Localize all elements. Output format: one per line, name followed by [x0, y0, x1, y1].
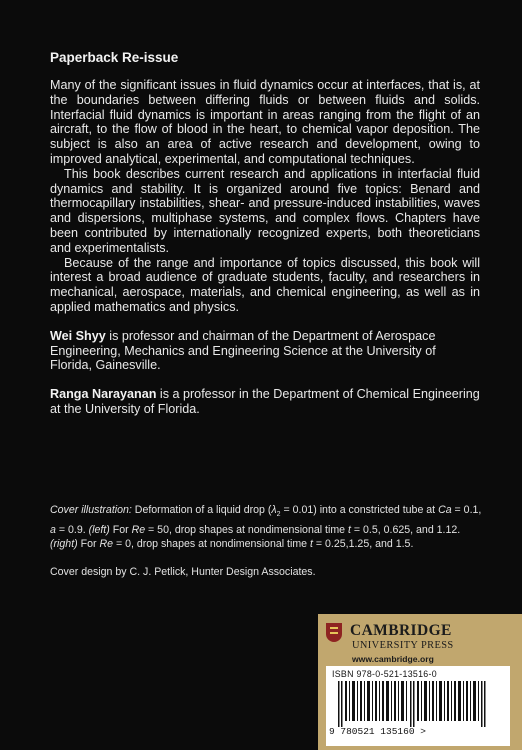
description-paragraph-2: This book describes current research and applications in interfacial fluid dynamics and stability. It is organized around five topics: Benard and thermocapillary instabilities, shear- and pressure-induced instabilities, waves and dispersions, multiphase systems, and complex flows. Chapters have been contributed by internationally recognized experts, both theoreticians and experimentalists. [50, 166, 480, 255]
isbn-number: ISBN 978-0-521-13516-0 [332, 669, 437, 679]
barcode-digits: 9 780521 135160 > [329, 726, 426, 737]
author-bio-text-2: is a professor in the Department of Chemical Engineering at the University of Florida. [50, 387, 480, 416]
author-bio-1 [50, 329, 480, 373]
author-name-1: Wei Shyy [50, 328, 106, 343]
description-paragraph-3: Because of the range and importance of topics discussed, this book will interest a broad audience of graduate students, faculty, and researchers in mechanical, aerospace, materials, and chemical engineering, as well as in applied mathematics and physics. [50, 255, 480, 314]
cover-design-credit: Cover design by C. J. Petlick, Hunter Design Associates. [50, 565, 316, 578]
publisher-name: CAMBRIDGE [350, 622, 452, 639]
reissue-heading: Paperback Re-issue [50, 50, 179, 65]
credits-block [50, 503, 490, 579]
barcode-icon [338, 681, 498, 727]
cambridge-shield-icon [326, 623, 342, 642]
author-name-2: Ranga Narayanan [50, 387, 157, 402]
publisher-url: www.cambridge.org [352, 654, 434, 664]
author-bio-2 [50, 387, 480, 417]
publisher-subtitle: UNIVERSITY PRESS [352, 640, 454, 651]
isbn-barcode-panel [326, 666, 510, 746]
back-cover-text [50, 50, 480, 417]
cover-illustration-credit: Cover illustration: Deformation of a liquid drop $(\lambda_2 = 0.01)$ into a constricted tube at Ca = 0.1, a = 0.9. (left) For Re = 50, drop shapes at nondimensional time t = 0.5, 0.625, and 1.12. (right) For Re = 0, drop shapes at nondimensional time t = 0.25,1.25, and 1.5. [50, 504, 482, 551]
description-paragraph-1: Many of the significant issues in fluid dynamics occur at interfaces, that is, at the boundaries between differing fluids or between fluids and solids. Interfacial fluid dynamics is important in areas ranging from the flight of an aircraft, to the flow of blood in the heart, to chemical vapor deposition. The subject is also an area of active research and development, owing to improved analytical, experimental, and computational techniques. [50, 78, 480, 166]
author-bio-text-1: is professor and chairman of the Department of Aerospace Engineering, Mechanics and Engineering Science at the University of Florida, Gainesville. [50, 328, 436, 373]
